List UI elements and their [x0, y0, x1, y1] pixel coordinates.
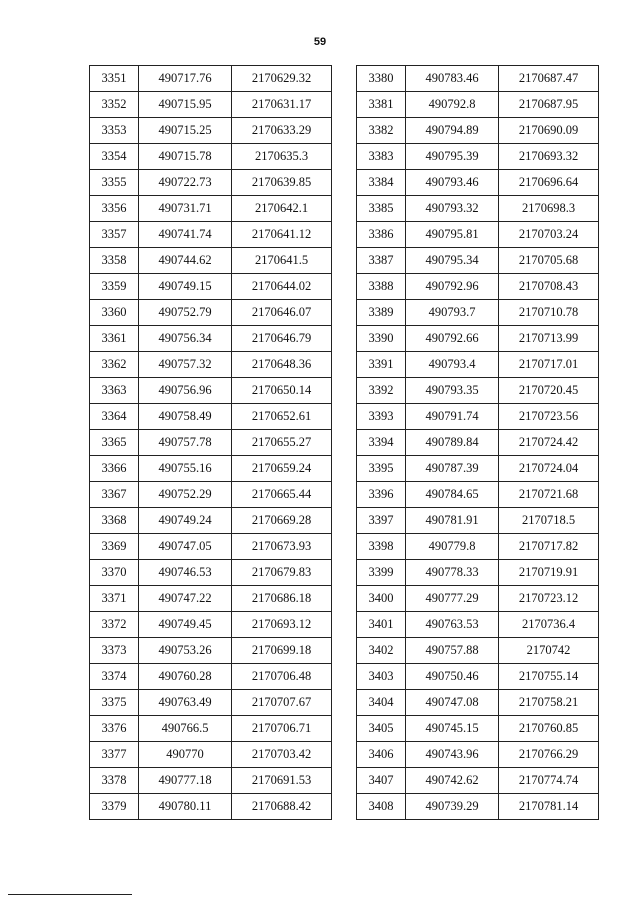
point-number-cell: 3360 — [90, 300, 139, 326]
point-number-cell: 3376 — [90, 716, 139, 742]
point-number-cell: 3405 — [357, 716, 406, 742]
point-number-cell: 3388 — [357, 274, 406, 300]
point-number-cell: 3385 — [357, 196, 406, 222]
point-number-cell: 3390 — [357, 326, 406, 352]
y-coordinate-cell: 2170665.44 — [232, 482, 332, 508]
table-row — [90, 92, 332, 118]
y-coordinate-cell: 2170706.48 — [232, 664, 332, 690]
y-coordinate-cell: 2170687.95 — [499, 92, 599, 118]
point-number-cell: 3351 — [90, 66, 139, 92]
table-row — [357, 768, 599, 794]
table-row — [357, 326, 599, 352]
point-number-cell: 3383 — [357, 144, 406, 170]
x-coordinate-cell: 490752.29 — [139, 482, 232, 508]
point-number-cell: 3384 — [357, 170, 406, 196]
table-row — [90, 456, 332, 482]
y-coordinate-cell: 2170719.91 — [499, 560, 599, 586]
table-row — [357, 300, 599, 326]
point-number-cell: 3397 — [357, 508, 406, 534]
point-number-cell: 3358 — [90, 248, 139, 274]
point-number-cell: 3369 — [90, 534, 139, 560]
point-number-cell: 3371 — [90, 586, 139, 612]
table-row — [90, 612, 332, 638]
y-coordinate-cell: 2170760.85 — [499, 716, 599, 742]
x-coordinate-cell: 490787.39 — [406, 456, 499, 482]
x-coordinate-cell: 490742.62 — [406, 768, 499, 794]
point-number-cell: 3368 — [90, 508, 139, 534]
y-coordinate-cell: 2170673.93 — [232, 534, 332, 560]
y-coordinate-cell: 2170644.02 — [232, 274, 332, 300]
x-coordinate-cell: 490795.39 — [406, 144, 499, 170]
y-coordinate-cell: 2170652.61 — [232, 404, 332, 430]
point-number-cell: 3387 — [357, 248, 406, 274]
y-coordinate-cell: 2170641.12 — [232, 222, 332, 248]
point-number-cell: 3352 — [90, 92, 139, 118]
table-row — [90, 352, 332, 378]
table-row — [90, 300, 332, 326]
point-number-cell: 3386 — [357, 222, 406, 248]
x-coordinate-cell: 490755.16 — [139, 456, 232, 482]
y-coordinate-cell: 2170686.18 — [232, 586, 332, 612]
table-row — [357, 196, 599, 222]
y-coordinate-cell: 2170713.99 — [499, 326, 599, 352]
table-row — [90, 118, 332, 144]
table-row — [90, 742, 332, 768]
x-coordinate-cell: 490757.78 — [139, 430, 232, 456]
x-coordinate-cell: 490715.25 — [139, 118, 232, 144]
x-coordinate-cell: 490715.78 — [139, 144, 232, 170]
x-coordinate-cell: 490791.74 — [406, 404, 499, 430]
point-number-cell: 3403 — [357, 664, 406, 690]
table-row — [357, 456, 599, 482]
table-row — [90, 794, 332, 820]
x-coordinate-cell: 490757.88 — [406, 638, 499, 664]
table-row — [357, 742, 599, 768]
table-row — [90, 274, 332, 300]
y-coordinate-cell: 2170688.42 — [232, 794, 332, 820]
x-coordinate-cell: 490745.15 — [406, 716, 499, 742]
table-row — [357, 430, 599, 456]
table-row — [357, 638, 599, 664]
x-coordinate-cell: 490777.18 — [139, 768, 232, 794]
y-coordinate-cell: 2170766.29 — [499, 742, 599, 768]
x-coordinate-cell: 490778.33 — [406, 560, 499, 586]
y-coordinate-cell: 2170693.32 — [499, 144, 599, 170]
point-number-cell: 3355 — [90, 170, 139, 196]
point-number-cell: 3398 — [357, 534, 406, 560]
y-coordinate-cell: 2170669.28 — [232, 508, 332, 534]
point-number-cell: 3354 — [90, 144, 139, 170]
table-row — [357, 66, 599, 92]
x-coordinate-cell: 490760.28 — [139, 664, 232, 690]
y-coordinate-cell: 2170710.78 — [499, 300, 599, 326]
point-number-cell: 3391 — [357, 352, 406, 378]
x-coordinate-cell: 490749.15 — [139, 274, 232, 300]
point-number-cell: 3396 — [357, 482, 406, 508]
point-number-cell: 3363 — [90, 378, 139, 404]
table-row — [90, 716, 332, 742]
point-number-cell: 3379 — [90, 794, 139, 820]
x-coordinate-cell: 490744.62 — [139, 248, 232, 274]
y-coordinate-cell: 2170696.64 — [499, 170, 599, 196]
point-number-cell: 3406 — [357, 742, 406, 768]
point-number-cell: 3407 — [357, 768, 406, 794]
y-coordinate-cell: 2170693.12 — [232, 612, 332, 638]
table-row — [357, 170, 599, 196]
table-row — [357, 690, 599, 716]
table-row — [90, 430, 332, 456]
y-coordinate-cell: 2170723.12 — [499, 586, 599, 612]
point-number-cell: 3382 — [357, 118, 406, 144]
x-coordinate-cell: 490792.66 — [406, 326, 499, 352]
point-number-cell: 3367 — [90, 482, 139, 508]
x-coordinate-cell: 490749.45 — [139, 612, 232, 638]
table-row — [357, 664, 599, 690]
table-row — [357, 274, 599, 300]
y-coordinate-cell: 2170755.14 — [499, 664, 599, 690]
table-body — [357, 66, 599, 820]
x-coordinate-cell: 490783.46 — [406, 66, 499, 92]
x-coordinate-cell: 490756.34 — [139, 326, 232, 352]
y-coordinate-cell: 2170641.5 — [232, 248, 332, 274]
y-coordinate-cell: 2170720.45 — [499, 378, 599, 404]
point-number-cell: 3353 — [90, 118, 139, 144]
table-row — [357, 534, 599, 560]
y-coordinate-cell: 2170736.4 — [499, 612, 599, 638]
table-row — [90, 196, 332, 222]
table-row — [357, 404, 599, 430]
point-number-cell: 3361 — [90, 326, 139, 352]
y-coordinate-cell: 2170655.27 — [232, 430, 332, 456]
table-row — [357, 508, 599, 534]
x-coordinate-cell: 490757.32 — [139, 352, 232, 378]
y-coordinate-cell: 2170774.74 — [499, 768, 599, 794]
table-body — [90, 66, 332, 820]
y-coordinate-cell: 2170718.5 — [499, 508, 599, 534]
y-coordinate-cell: 2170705.68 — [499, 248, 599, 274]
y-coordinate-cell: 2170631.17 — [232, 92, 332, 118]
x-coordinate-cell: 490722.73 — [139, 170, 232, 196]
y-coordinate-cell: 2170642.1 — [232, 196, 332, 222]
point-number-cell: 3375 — [90, 690, 139, 716]
point-number-cell: 3362 — [90, 352, 139, 378]
y-coordinate-cell: 2170698.3 — [499, 196, 599, 222]
y-coordinate-cell: 2170706.71 — [232, 716, 332, 742]
point-number-cell: 3399 — [357, 560, 406, 586]
x-coordinate-cell: 490777.29 — [406, 586, 499, 612]
point-number-cell: 3381 — [357, 92, 406, 118]
point-number-cell: 3372 — [90, 612, 139, 638]
point-number-cell: 3357 — [90, 222, 139, 248]
y-coordinate-cell: 2170724.04 — [499, 456, 599, 482]
x-coordinate-cell: 490743.96 — [406, 742, 499, 768]
point-number-cell: 3370 — [90, 560, 139, 586]
point-number-cell: 3393 — [357, 404, 406, 430]
x-coordinate-cell: 490747.05 — [139, 534, 232, 560]
x-coordinate-cell: 490763.49 — [139, 690, 232, 716]
table-row — [357, 352, 599, 378]
point-number-cell: 3402 — [357, 638, 406, 664]
y-coordinate-cell: 2170635.3 — [232, 144, 332, 170]
point-number-cell: 3392 — [357, 378, 406, 404]
x-coordinate-cell: 490750.46 — [406, 664, 499, 690]
table-row — [90, 586, 332, 612]
table-row — [357, 482, 599, 508]
y-coordinate-cell: 2170723.56 — [499, 404, 599, 430]
y-coordinate-cell: 2170691.53 — [232, 768, 332, 794]
point-number-cell: 3395 — [357, 456, 406, 482]
x-coordinate-cell: 490741.74 — [139, 222, 232, 248]
y-coordinate-cell: 2170679.83 — [232, 560, 332, 586]
x-coordinate-cell: 490793.4 — [406, 352, 499, 378]
point-number-cell: 3404 — [357, 690, 406, 716]
x-coordinate-cell: 490781.91 — [406, 508, 499, 534]
table-row — [90, 222, 332, 248]
x-coordinate-cell: 490753.26 — [139, 638, 232, 664]
y-coordinate-cell: 2170690.09 — [499, 118, 599, 144]
y-coordinate-cell: 2170707.67 — [232, 690, 332, 716]
point-number-cell: 3389 — [357, 300, 406, 326]
point-number-cell: 3374 — [90, 664, 139, 690]
x-coordinate-cell: 490766.5 — [139, 716, 232, 742]
point-number-cell: 3365 — [90, 430, 139, 456]
point-number-cell: 3366 — [90, 456, 139, 482]
point-number-cell: 3356 — [90, 196, 139, 222]
x-coordinate-cell: 490770 — [139, 742, 232, 768]
table-row — [90, 560, 332, 586]
x-coordinate-cell: 490739.29 — [406, 794, 499, 820]
table-row — [357, 794, 599, 820]
table-row — [90, 326, 332, 352]
table-row — [357, 612, 599, 638]
point-number-cell: 3377 — [90, 742, 139, 768]
y-coordinate-cell: 2170659.24 — [232, 456, 332, 482]
table-row — [90, 482, 332, 508]
x-coordinate-cell: 490747.22 — [139, 586, 232, 612]
point-number-cell: 3359 — [90, 274, 139, 300]
x-coordinate-cell: 490752.79 — [139, 300, 232, 326]
y-coordinate-cell: 2170629.32 — [232, 66, 332, 92]
point-number-cell: 3380 — [357, 66, 406, 92]
table-row — [90, 534, 332, 560]
y-coordinate-cell: 2170717.82 — [499, 534, 599, 560]
footnote-separator — [8, 894, 132, 895]
x-coordinate-cell: 490794.89 — [406, 118, 499, 144]
table-row — [357, 222, 599, 248]
x-coordinate-cell: 490793.35 — [406, 378, 499, 404]
point-number-cell: 3373 — [90, 638, 139, 664]
y-coordinate-cell: 2170646.79 — [232, 326, 332, 352]
x-coordinate-cell: 490747.08 — [406, 690, 499, 716]
point-number-cell: 3364 — [90, 404, 139, 430]
y-coordinate-cell: 2170721.68 — [499, 482, 599, 508]
x-coordinate-cell: 490715.95 — [139, 92, 232, 118]
x-coordinate-cell: 490793.46 — [406, 170, 499, 196]
y-coordinate-cell: 2170633.29 — [232, 118, 332, 144]
y-coordinate-cell: 2170703.24 — [499, 222, 599, 248]
x-coordinate-cell: 490717.76 — [139, 66, 232, 92]
y-coordinate-cell: 2170699.18 — [232, 638, 332, 664]
table-row — [357, 378, 599, 404]
x-coordinate-cell: 490756.96 — [139, 378, 232, 404]
table-row — [90, 768, 332, 794]
x-coordinate-cell: 490758.49 — [139, 404, 232, 430]
table-row — [357, 248, 599, 274]
x-coordinate-cell: 490779.8 — [406, 534, 499, 560]
point-number-cell: 3401 — [357, 612, 406, 638]
x-coordinate-cell: 490746.53 — [139, 560, 232, 586]
table-row — [90, 66, 332, 92]
table-row — [90, 690, 332, 716]
point-number-cell: 3400 — [357, 586, 406, 612]
y-coordinate-cell: 2170646.07 — [232, 300, 332, 326]
coordinates-table-right — [356, 65, 599, 820]
x-coordinate-cell: 490789.84 — [406, 430, 499, 456]
x-coordinate-cell: 490731.71 — [139, 196, 232, 222]
x-coordinate-cell: 490780.11 — [139, 794, 232, 820]
table-row — [357, 144, 599, 170]
y-coordinate-cell: 2170724.42 — [499, 430, 599, 456]
y-coordinate-cell: 2170648.36 — [232, 352, 332, 378]
table-row — [90, 404, 332, 430]
x-coordinate-cell: 490795.81 — [406, 222, 499, 248]
table-row — [90, 378, 332, 404]
table-row — [90, 170, 332, 196]
point-number-cell: 3394 — [357, 430, 406, 456]
y-coordinate-cell: 2170742 — [499, 638, 599, 664]
table-row — [90, 664, 332, 690]
x-coordinate-cell: 490792.96 — [406, 274, 499, 300]
x-coordinate-cell: 490784.65 — [406, 482, 499, 508]
y-coordinate-cell: 2170758.21 — [499, 690, 599, 716]
coordinates-table-left — [89, 65, 332, 820]
page-number: 59 — [313, 36, 327, 48]
y-coordinate-cell: 2170717.01 — [499, 352, 599, 378]
y-coordinate-cell: 2170639.85 — [232, 170, 332, 196]
table-row — [90, 248, 332, 274]
table-row — [90, 638, 332, 664]
y-coordinate-cell: 2170650.14 — [232, 378, 332, 404]
x-coordinate-cell: 490763.53 — [406, 612, 499, 638]
y-coordinate-cell: 2170781.14 — [499, 794, 599, 820]
table-row — [357, 118, 599, 144]
table-row — [90, 144, 332, 170]
x-coordinate-cell: 490795.34 — [406, 248, 499, 274]
x-coordinate-cell: 490792.8 — [406, 92, 499, 118]
table-row — [90, 508, 332, 534]
y-coordinate-cell: 2170687.47 — [499, 66, 599, 92]
x-coordinate-cell: 490749.24 — [139, 508, 232, 534]
table-row — [357, 92, 599, 118]
point-number-cell: 3378 — [90, 768, 139, 794]
x-coordinate-cell: 490793.7 — [406, 300, 499, 326]
table-row — [357, 716, 599, 742]
table-row — [357, 586, 599, 612]
x-coordinate-cell: 490793.32 — [406, 196, 499, 222]
y-coordinate-cell: 2170703.42 — [232, 742, 332, 768]
point-number-cell: 3408 — [357, 794, 406, 820]
table-row — [357, 560, 599, 586]
y-coordinate-cell: 2170708.43 — [499, 274, 599, 300]
